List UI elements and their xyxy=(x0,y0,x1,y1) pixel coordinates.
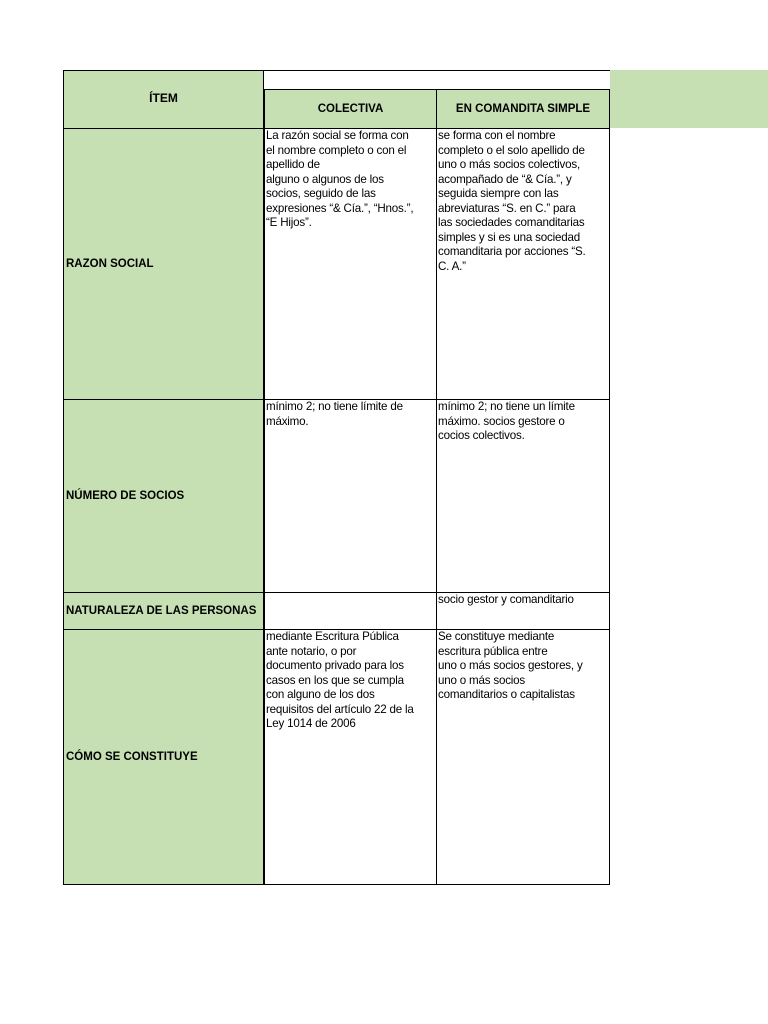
cell-numero-socios-comandita: mínimo 2; no tiene un límite máximo. socios gestore o cocios colectivos. xyxy=(436,399,610,593)
cell-constituye-colectiva: mediante Escritura Pública ante notario, o por documento privado para los casos en los que se cumpla con alguno de los dos requisitos del artículo 22 de la Ley 1014 de 2006 xyxy=(264,629,437,885)
row-label-text: NÚMERO DE SOCIOS xyxy=(66,490,185,502)
cell-razon-social-comandita: se forma con el nombre completo o el solo apellido de uno o más socios colectivos, acompañado de “& Cía.”, y seguida siempre con las abreviaturas “S. en C.” para las sociedades comanditarias simples y si es una sociedad comanditaria por acciones “S. C. A.” xyxy=(436,128,610,400)
row-label-text: RAZON SOCIAL xyxy=(66,258,154,270)
cell-razon-social-colectiva: La razón social se forma con el nombre completo o con el apellido de alguno o algunos de los socios, seguido de las expresiones “& Cía.”, “Hnos.”, “E Hijos”. xyxy=(264,128,437,400)
row-label-como-se-constituye xyxy=(63,629,264,885)
row-label-razon-social xyxy=(63,128,264,400)
cell-naturaleza-colectiva xyxy=(264,592,437,630)
cell-constituye-comandita: Se constituye mediante escritura pública entre uno o más socios gestores, y uno o más socios comanditarios o capitalistas xyxy=(436,629,610,885)
cell-naturaleza-comandita: socio gestor y comanditario xyxy=(436,592,610,630)
row-label-naturaleza-de-las-personas xyxy=(63,592,264,630)
group-header-cell xyxy=(264,70,610,90)
row-label-text: CÓMO SE CONSTITUYE xyxy=(66,751,198,763)
item-header-cell: ÍTEM xyxy=(63,70,264,129)
row-label-numero-de-socios xyxy=(63,399,264,593)
column-header-colectiva: COLECTIVA xyxy=(264,89,437,129)
cell-numero-socios-colectiva: mínimo 2; no tiene límite de máximo. xyxy=(264,399,437,593)
row-label-text: NATURALEZA DE LAS PERSONAS xyxy=(66,605,257,617)
green-header-band xyxy=(610,70,768,128)
column-header-comandita-simple: EN COMANDITA SIMPLE xyxy=(436,89,610,129)
